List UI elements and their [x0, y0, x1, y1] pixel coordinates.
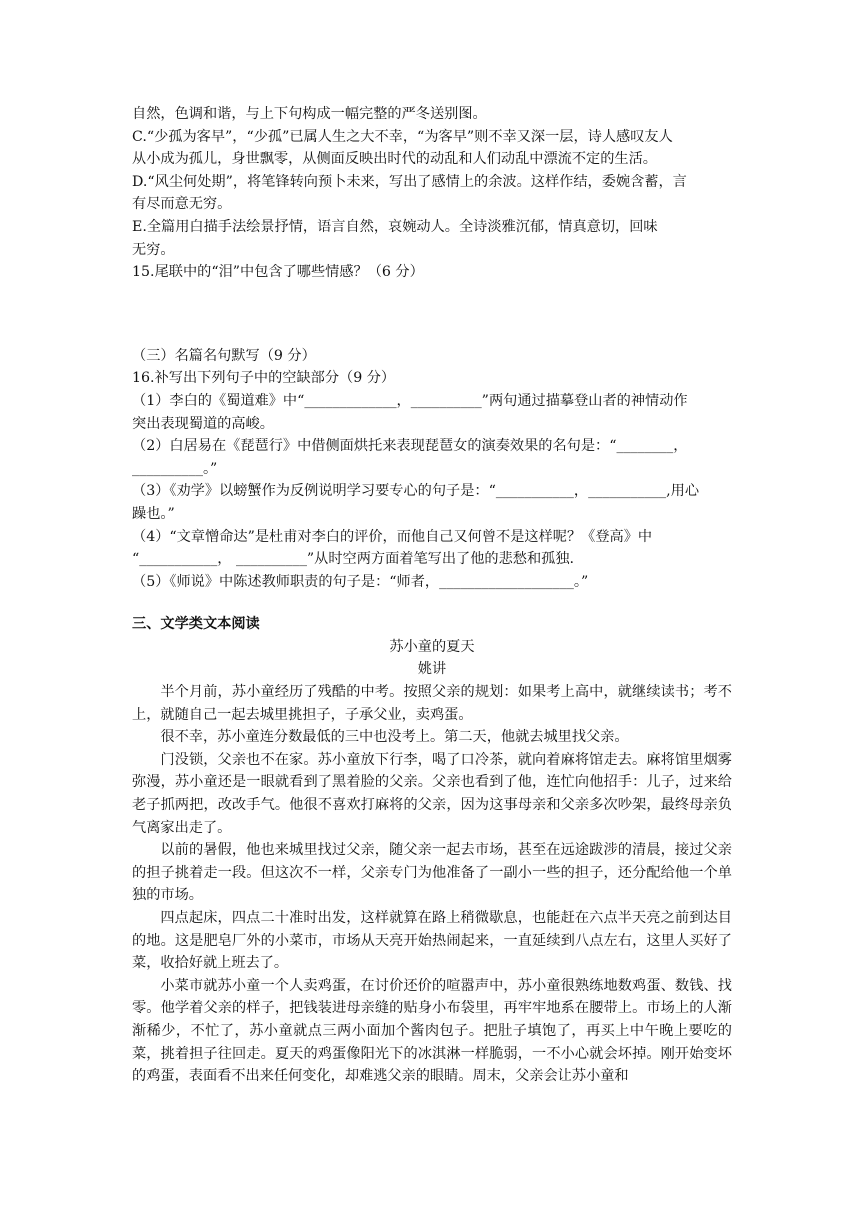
- section-heading-recitation: （三）名篇名句默写（9 分）: [132, 347, 316, 364]
- option-e-line-2: 无穷。: [132, 241, 175, 258]
- story-paragraph: 四点起床，四点二十准时出发，这样就算在路上稍微歇息，也能赶在六点半天亮之前到达目的地。这是肥皂厂外的小菜市，市场从天亮开始热闹起来，一直延续到八点左右，这里人买好了菜，收拾好就上班去了。: [132, 910, 732, 972]
- item-3-line-2: 躁也。”: [132, 505, 175, 522]
- item-1-line-2: 突出表现蜀道的高峻。: [132, 415, 274, 432]
- story-paragraph: 以前的暑假，他也来城里找过父亲，随父亲一起去市场，甚至在远途跋涉的清晨，接过父亲的担子挑着走一段。但这次不一样，父亲专门为他准备了一副小一些的担子，还分配给他一个单独的市场。: [132, 842, 732, 904]
- answer-space: [132, 284, 732, 345]
- story-paragraph: 小菜市就苏小童一个人卖鸡蛋，在讨价还价的喧嚣声中，苏小童很熟练地数鸡蛋、数钱、找零。他学着父亲的样子，把钱装进母亲缝的贴身小布袋里，再牢牢地系在腰带上。市场上的人渐渐稀少，不忙了，苏小童就点三两小面加个酱肉包子。把肚子填饱了，再买上中午晚上要吃的菜，挑着担子往回走。夏天的鸡蛋像阳光下的冰淇淋一样脆弱，一不小心就会坏掉。刚开始变坏的鸡蛋，表面看不出来任何变化，却难逃父亲的眼睛。周末，父亲会让苏小童和: [132, 977, 732, 1085]
- story-paragraph: 半个月前，苏小童经历了残酷的中考。按照父亲的规划：如果考上高中，就继续读书；考不上，就随自己一起去城里挑担子，子承父业，卖鸡蛋。: [132, 684, 732, 723]
- document-page: [132, 103, 732, 1088]
- item-3-line-1: （3）《劝学》以螃蟹作为反例说明学习要专心的句子是：“___________，___________,用心: [132, 483, 700, 500]
- item-1-line-1: （1）李白的《蜀道难》中“_____________，__________”两句通过描摹登山者的神情动作: [132, 392, 688, 409]
- story-title: 苏小童的夏天: [389, 638, 475, 655]
- story-paragraph: 门没锁，父亲也不在家。苏小童放下行李，喝了口冷茶，就向着麻将馆走去。麻将馆里烟雾弥漫，苏小童还是一眼就看到了黑着脸的父亲。父亲也看到了他，连忙向他招手：儿子，过来给老子抓两把，改改手气。他很不喜欢打麻将的父亲，因为这事母亲和父亲多次吵架，最终母亲负气离家出走了。: [132, 751, 732, 836]
- section-heading-literary: 三、文学类文本阅读: [132, 616, 260, 633]
- option-d-line-2: 有尽而意无穷。: [132, 196, 232, 213]
- option-c-line-1: C.“少孤为客早”，“少孤”已属人生之大不幸，“为客早”则不幸又深一层，诗人感叹友人: [132, 128, 673, 145]
- section-gap: [132, 593, 732, 613]
- item-2-line-2: __________。”: [132, 460, 218, 477]
- item-4-line-1: （4）“文章憎命达”是杜甫对李白的评价，而他自己又何曾不是这样呢？《登高》中: [132, 528, 653, 545]
- story-paragraph: 很不幸，苏小童连分数最低的三中也没考上。第二天，他就去城里找父亲。: [160, 729, 629, 746]
- option-d-line-1: D.“风尘何处期”，将笔锋转向预卜未来，写出了感情上的余波。这样作结，委婉含蓄，言: [132, 173, 687, 190]
- item-4-line-2: “___________， __________”从时空两方面着笔写出了他的悲愁和孤独.: [132, 551, 575, 568]
- question-15: 15.尾联中的“泪”中包含了哪些情感？（6 分）: [132, 264, 424, 281]
- option-b-continuation: 自然，色调和谐，与上下句构成一幅完整的严冬送别图。: [132, 106, 487, 122]
- story-author: 姚讲: [417, 661, 447, 678]
- question-16: 16.补写出下列句子中的空缺部分（9 分）: [132, 370, 396, 387]
- option-e-line-1: E.全篇用白描手法绘景抒情，语言自然，哀婉动人。全诗淡雅沉郁，情真意切，回味: [132, 218, 658, 235]
- option-c-line-2: 从小成为孤儿，身世飘零，从侧面反映出时代的动乱和人们动乱中漂流不定的生活。: [132, 151, 657, 168]
- item-2-line-1: （2）白居易在《琵琶行》中借侧面烘托来表现琵琶女的演奏效果的名句是：“________，: [132, 438, 688, 455]
- item-5: （5）《师说》中陈述教师职责的句子是：“师者，___________________。”: [132, 573, 589, 590]
